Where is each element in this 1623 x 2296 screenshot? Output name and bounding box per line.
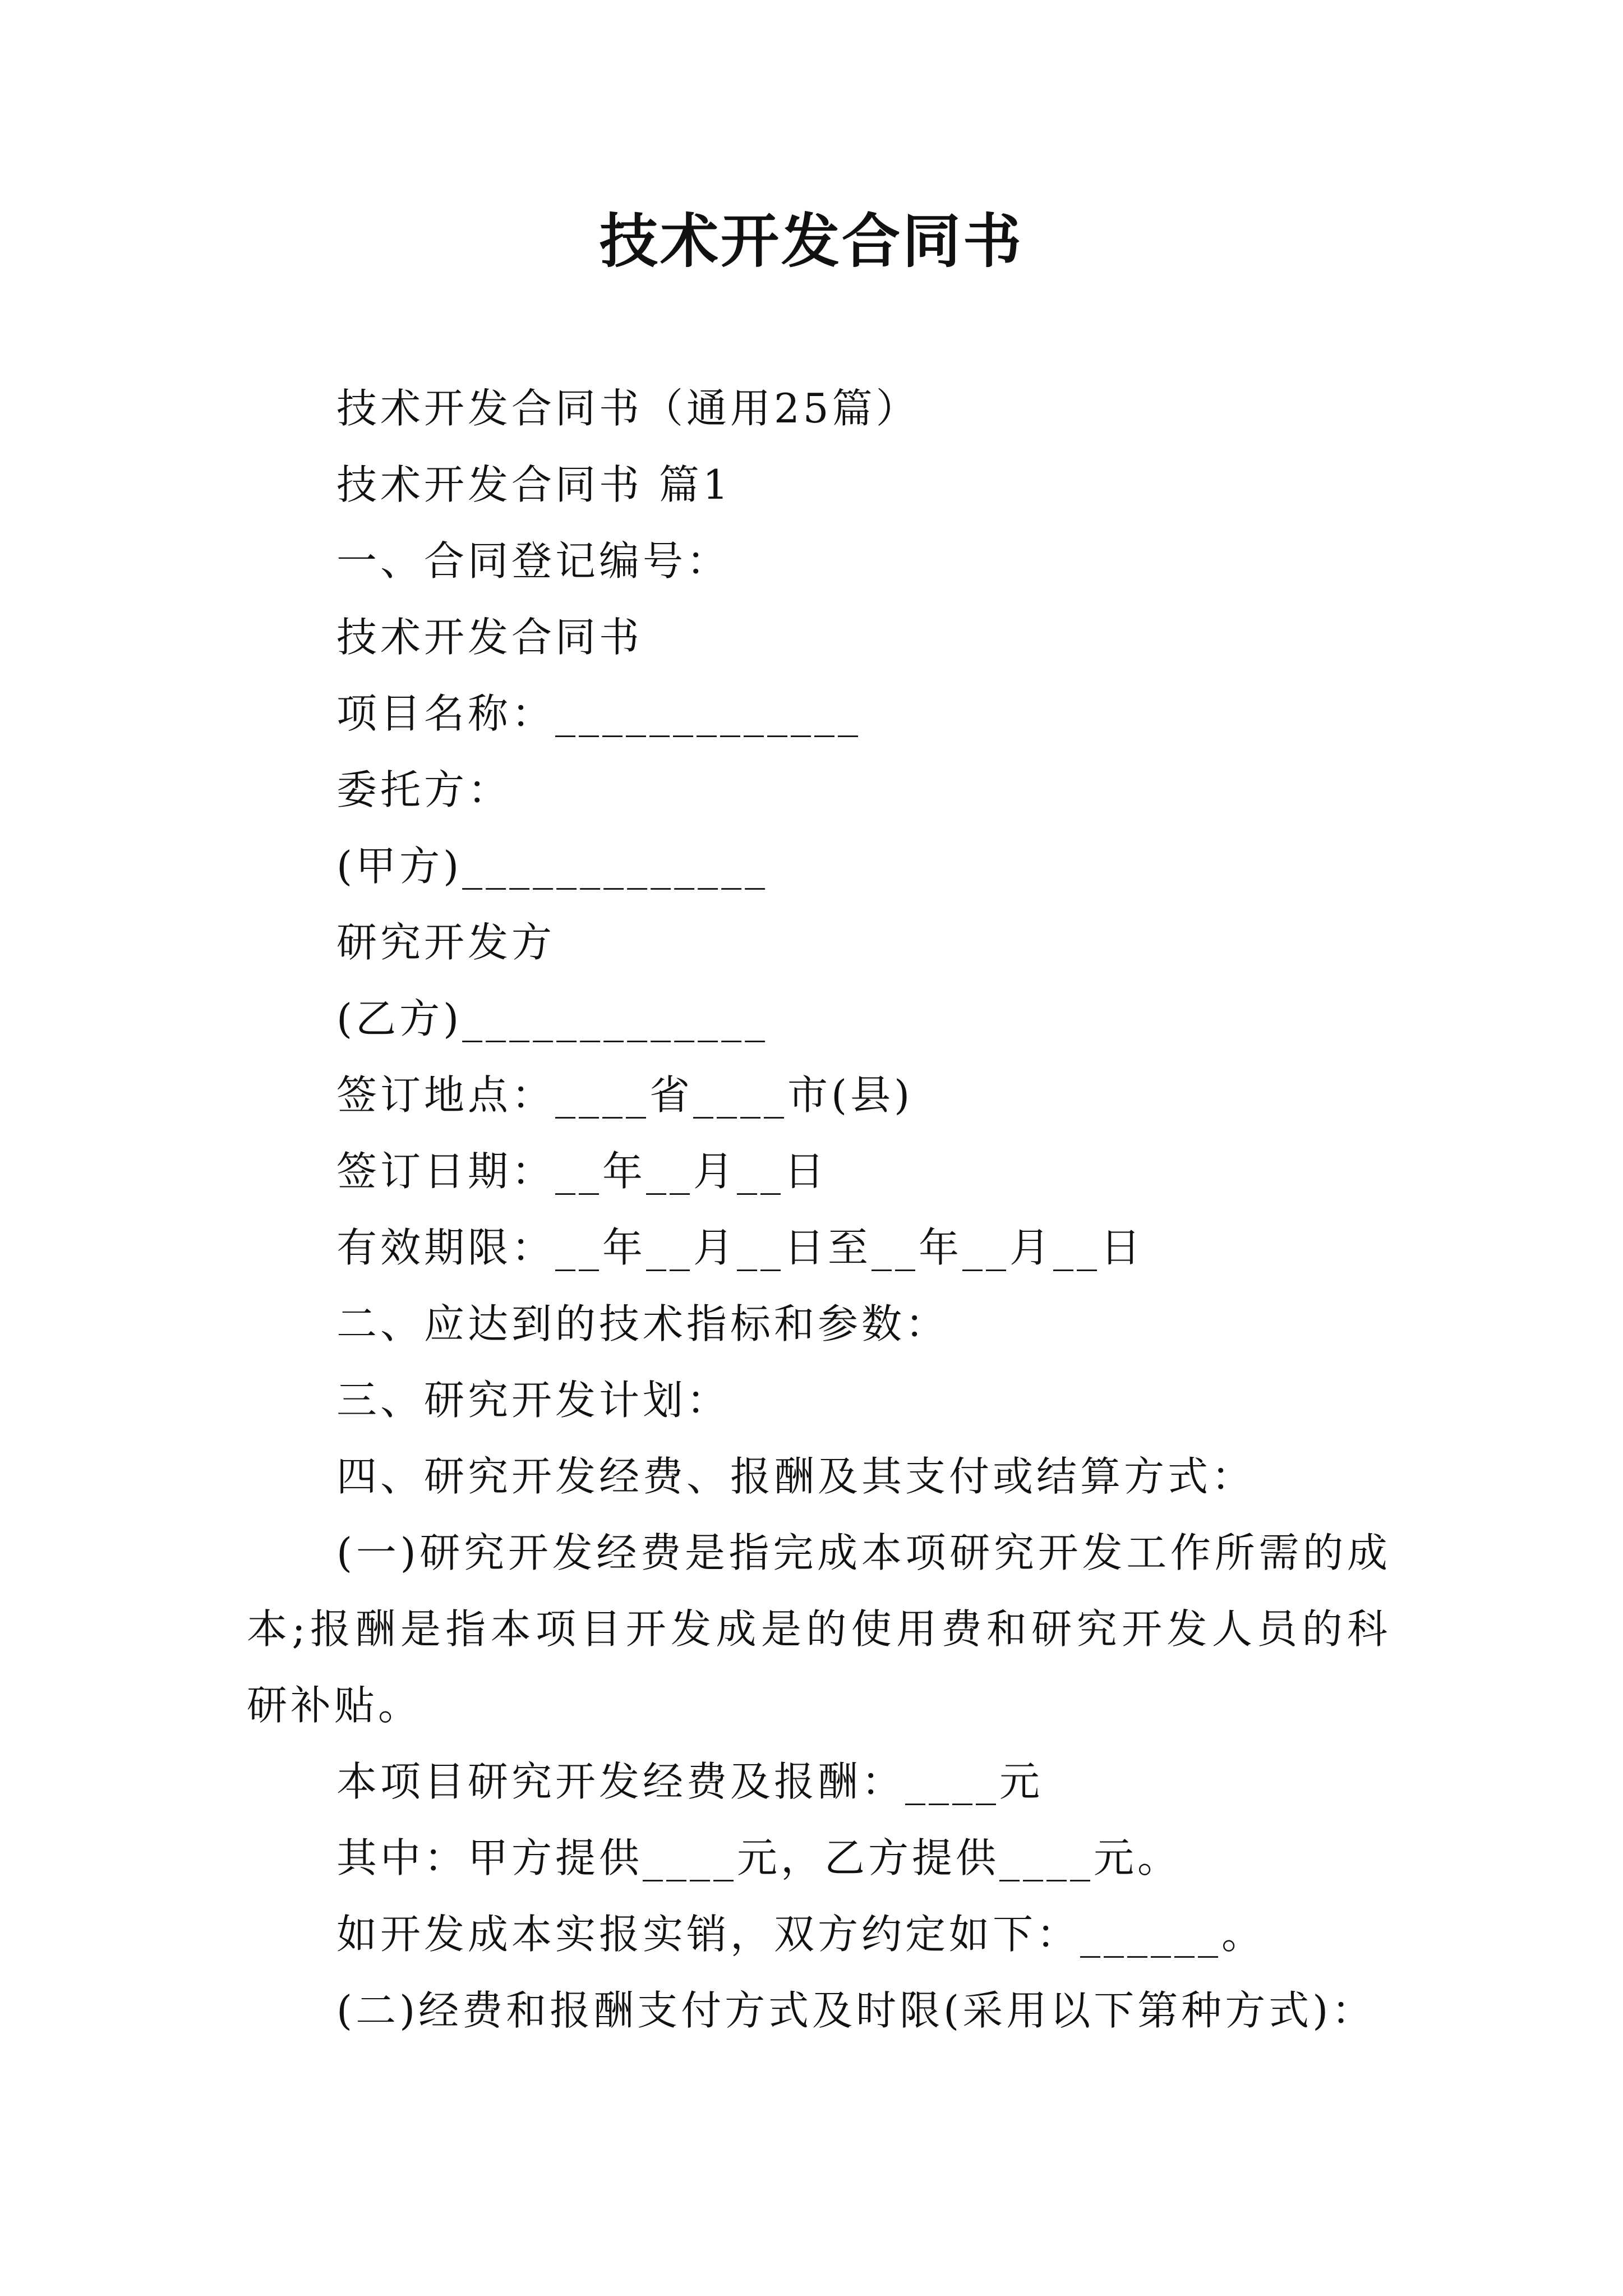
signing-date-field: 签订日期：__年__月__日 [336,1148,828,1195]
funding-split-field: 其中：甲方提供____元，乙方提供____元。 [336,1834,1182,1881]
validity-period-field: 有效期限：__年__月__日至__年__月__日 [336,1224,1145,1271]
project-name-field: 项目名称：_____________ [336,690,862,737]
payment-method-clause: (二)经费和报酬支付方式及时限(采用以下第种方式)： [336,1987,1376,2034]
client-label: 委托方： [336,766,512,813]
clause-development-plan: 三、研究开发计划： [336,1377,731,1424]
clause-technical-indicators: 二、应达到的技术指标和参数： [336,1300,949,1347]
document-body [247,370,1391,2049]
actual-cost-agreement-field: 如开发成本实报实销，双方约定如下：______。 [336,1911,1266,1958]
document-subtitle: 技术开发合同书（通用25篇） [336,385,920,432]
party-b-field: (乙方)_____________ [336,995,769,1042]
clause-funding-payment: 四、研究开发经费、报酬及其支付或结算方式： [336,1453,1256,1500]
document-title: 技术开发合同书 [599,207,1023,275]
contract-name-line: 技术开发合同书 [336,614,643,661]
signing-place-field: 签订地点：____省____市(县) [336,1071,914,1119]
total-funding-field: 本项目研究开发经费及报酬：____元 [336,1758,1044,1805]
clause-contract-number: 一、合同登记编号： [336,537,731,585]
developer-label: 研究开发方 [336,919,556,966]
funding-definition-paragraph: (一)研究开发经费是指完成本项研究开发工作所需的成本;报酬是指本项目开发成是的使用费和研究开发人员的科研补贴。 [247,1529,1391,1729]
party-a-field: (甲方)_____________ [336,843,769,890]
section-heading: 技术开发合同书 篇1 [336,461,732,508]
